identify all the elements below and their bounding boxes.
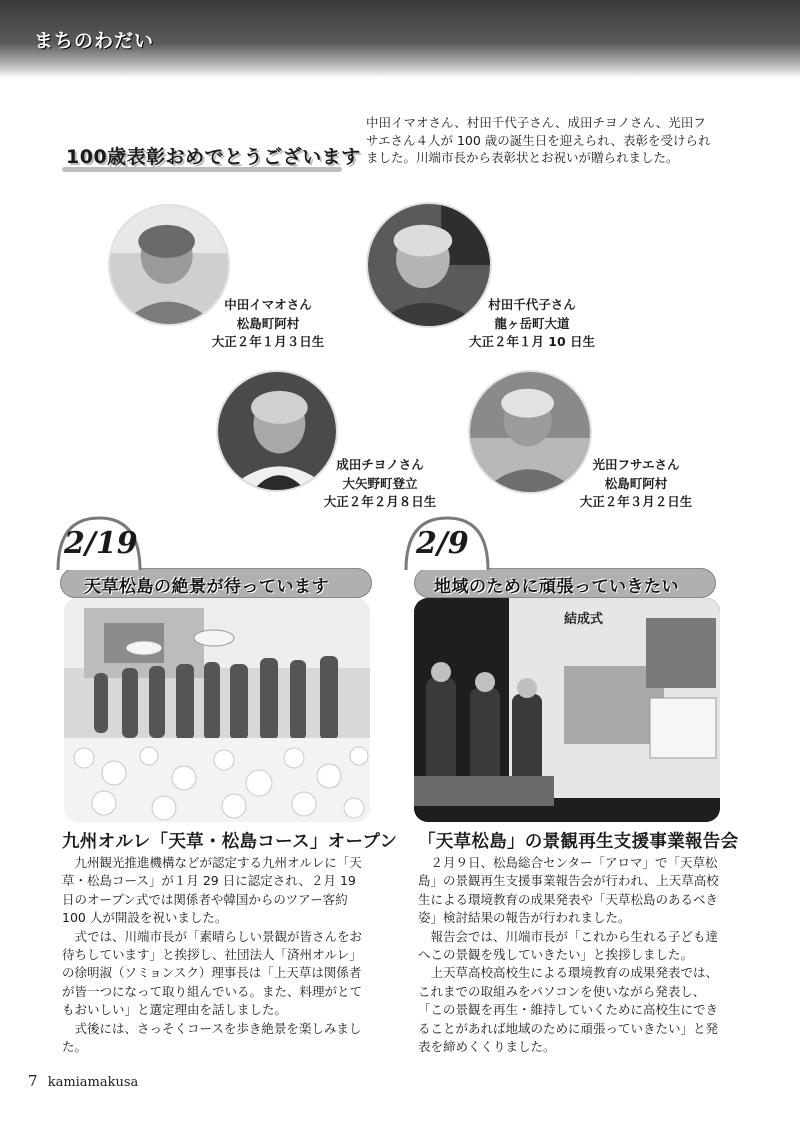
portrait-caption-2 [462,296,602,352]
left-article-body [62,854,370,1056]
person-name: 中田イマオさん [224,297,312,312]
person-name: 光田フサエさん [592,457,680,472]
person-name: 成田チヨノさん [336,457,424,472]
hiking-course-photo [64,598,370,822]
right-banner-title: 地域のために頑張っていきたい [434,577,679,597]
publication-name: kamiamakusa [47,1075,139,1090]
left-article-title: 九州オルレ「天草・松島コース」オープン [62,832,398,852]
page-footer [28,1072,138,1090]
paragraph: 九州観光推進機構などが認定する九州オルレに「天草・松島コース」が１月 29 日に認定され、２月 19 日のオープン式では関係者や韓国からのツアー客約 100 人が開設を祝いました。 [62,855,362,926]
portrait-caption-1 [198,296,338,352]
page-number: 7 [28,1072,38,1090]
paragraph: 式では、川端市長が「素晴らしい景観が皆さんをお待ちしています」と挨拶し、社団法人「済州オルレ」の徐明淑（ソミョンスク）理事長は「上天草は関係者が皆一つになって取り組んでいる。また、料理がとてもおいしい」と選定理由を話しました。 [62,928,363,1018]
section-title: まちのわだい [34,30,155,52]
portrait-caption-3 [310,456,450,512]
person-birthday: 大正２年３月２日生 [579,494,693,509]
centenarian-title: 100歳表彰おめでとうございます [66,146,361,168]
person-name: 村田千代子さん [488,297,576,312]
presentation-photo [414,598,720,822]
person-address: 大矢野町登立 [342,475,418,491]
left-date: 2/19 [64,526,138,561]
person-birthday: 大正２年１月 10 日生 [468,334,596,349]
right-date: 2/9 [416,526,469,561]
portrait-caption-4 [566,456,706,512]
person-address: 松島町阿村 [604,475,668,491]
person-birthday: 大正２年１月３日生 [211,334,325,349]
paragraph: 式後には、さっそくコースを歩き絶景を楽しみました。 [62,1020,362,1055]
left-banner-title: 天草松島の絶景が待っています [84,577,329,597]
right-article-body [418,854,720,1056]
right-article-title: 「天草松島」の景観再生支援事業報告会 [418,832,739,852]
person-address: 松島町阿村 [236,315,300,331]
person-address: 龍ヶ岳町大道 [494,315,570,331]
paragraph: 報告会では、川端市長が「これから生れる子ども達へこの景観を残していきたい」と挨拶しました。 [418,928,719,963]
person-birthday: 大正２年２月８日生 [323,494,437,509]
centenarian-intro: 中田イマオさん、村田千代子さん、成田チヨノさん、光田フサエさん４人が 100 歳の誕生日を迎えられ、表彰を受けられました。川端市長から表彰状とお祝いが贈られました。 [366,115,711,165]
paragraph: ２月９日、松島総合センター「アロマ」で「天草松島」の景観再生支援事業報告会が行われ、上天草高校生による環境教育の成果発表や「天草松島のあるべき姿」検討結果の報告が行われました。 [418,855,719,926]
paragraph: 上天草高校高校生による環境教育の成果発表では、これまでの取組みをパソコンを使いながら発表し、「この景観を再生・維持していくために高校生にできることがあれば地域のために頑張っていきたい」と発表を締めくくりました。 [418,965,719,1055]
page-header [0,0,800,78]
slide-heading: 結成式 [564,612,604,627]
